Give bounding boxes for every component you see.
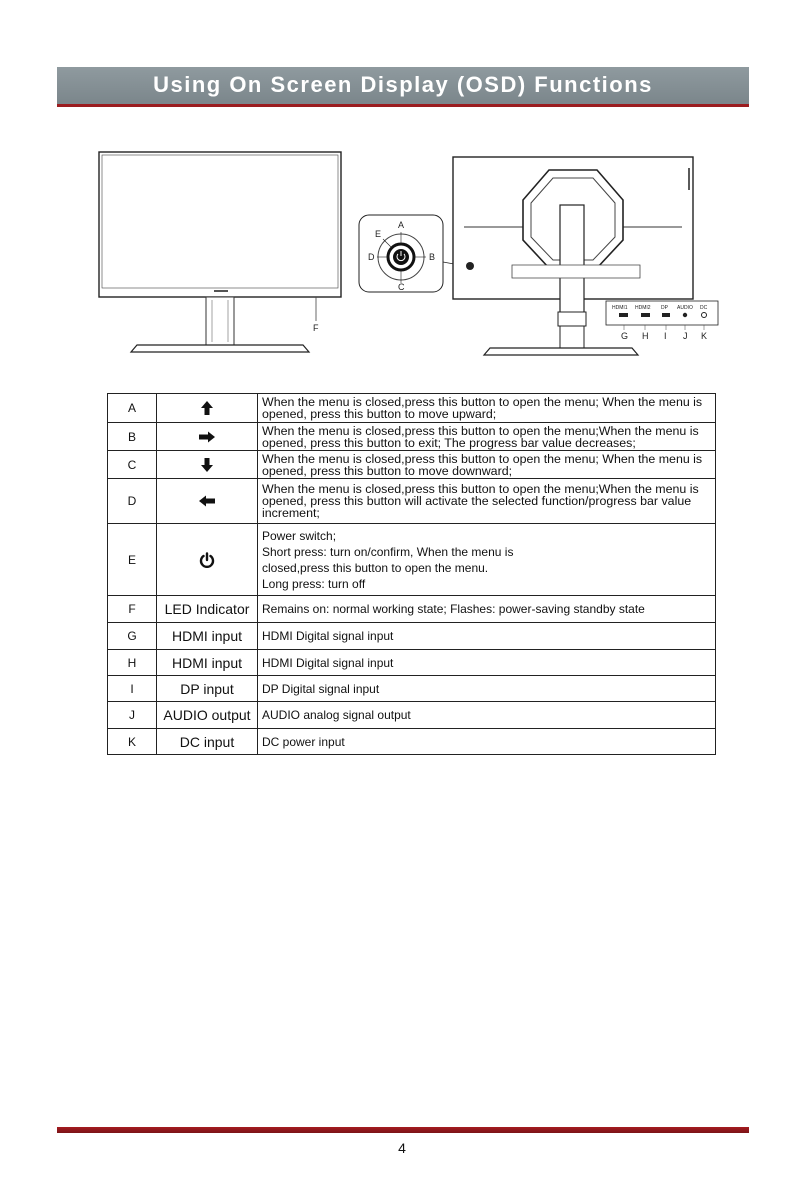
desc-line: closed,press this button to open the menu. <box>262 560 489 575</box>
port-label-dp: DP <box>661 305 668 311</box>
row-key: E <box>108 524 157 596</box>
arrow-left-icon <box>157 479 258 524</box>
desc-line: Long press: turn off <box>262 576 366 591</box>
row-name: AUDIO output <box>157 702 258 729</box>
port-key-g: G <box>621 331 629 341</box>
table-row <box>108 394 716 423</box>
desc-line: Short press: turn on/confirm, When the menu is <box>262 544 514 559</box>
front-monitor <box>99 152 341 352</box>
footer-bar <box>57 1127 749 1133</box>
callout-label-up: A <box>398 220 405 230</box>
row-key: I <box>108 676 157 702</box>
row-description: When the menu is closed,press this button to open the menu;When the menu is opened, press this button will activate the selected function/progress bar value increment; <box>258 479 716 524</box>
callout-label-down: C <box>398 282 405 292</box>
page-number: 4 <box>398 1140 406 1156</box>
port-label-audio: AUDIO <box>677 305 693 311</box>
row-key: C <box>108 451 157 479</box>
row-description: DC power input <box>258 729 716 755</box>
table-row <box>108 650 716 676</box>
port-key-k: K <box>701 331 708 341</box>
row-name: LED Indicator <box>157 596 258 623</box>
arrow-right-icon <box>157 423 258 451</box>
port-key-i: I <box>664 331 667 341</box>
monitor-illustration <box>0 0 804 380</box>
port-key-h: H <box>642 331 649 341</box>
table-row <box>108 623 716 650</box>
row-key: K <box>108 729 157 755</box>
desc-line: Power switch; <box>262 528 337 543</box>
row-name: HDMI input <box>157 623 258 650</box>
row-name: DP input <box>157 676 258 702</box>
row-name: HDMI input <box>157 650 258 676</box>
front-led-label: F <box>313 323 319 333</box>
row-description: DP Digital signal input <box>258 676 716 702</box>
row-key: H <box>108 650 157 676</box>
table-row <box>108 676 716 702</box>
row-name: DC input <box>157 729 258 755</box>
row-key: F <box>108 596 157 623</box>
table-row <box>108 702 716 729</box>
row-description: AUDIO analog signal output <box>258 702 716 729</box>
arrow-down-icon <box>157 451 258 479</box>
back-monitor <box>453 157 718 355</box>
row-key: J <box>108 702 157 729</box>
callout-label-right: B <box>429 252 436 262</box>
page-title: Using On Screen Display (OSD) Functions <box>153 72 653 97</box>
function-table <box>107 393 716 755</box>
power-icon <box>157 524 258 596</box>
callout-label-power: E <box>375 229 382 239</box>
button-callout <box>359 215 465 292</box>
row-description: When the menu is closed,press this button to open the menu;When the menu is opened, press this button to exit; The progress bar value decreases; <box>258 423 716 451</box>
table-row <box>108 479 716 524</box>
row-description: Remains on: normal working state; Flashes: power-saving standby state <box>258 596 716 623</box>
port-label-dc: DC <box>700 305 708 311</box>
row-key: B <box>108 423 157 451</box>
table-row <box>108 729 716 755</box>
row-key: G <box>108 623 157 650</box>
row-key: A <box>108 394 157 423</box>
arrow-up-icon <box>157 394 258 423</box>
row-description: When the menu is closed,press this button to open the menu; When the menu is opened, press this button to move upward; <box>258 394 716 423</box>
table-row <box>108 423 716 451</box>
table-row <box>108 596 716 623</box>
port-label-hdmi2: HDMI2 <box>635 305 651 311</box>
row-description: HDMI Digital signal input <box>258 650 716 676</box>
table-row <box>108 451 716 479</box>
row-description: When the menu is closed,press this button to open the menu; When the menu is opened, press this button to move downward; <box>258 451 716 479</box>
port-label-hdmi1: HDMI1 <box>612 305 628 311</box>
table-row <box>108 524 716 596</box>
callout-label-left: D <box>368 252 375 262</box>
row-description: HDMI Digital signal input <box>258 623 716 650</box>
port-key-j: J <box>683 331 688 341</box>
row-description <box>258 524 716 596</box>
row-key: D <box>108 479 157 524</box>
